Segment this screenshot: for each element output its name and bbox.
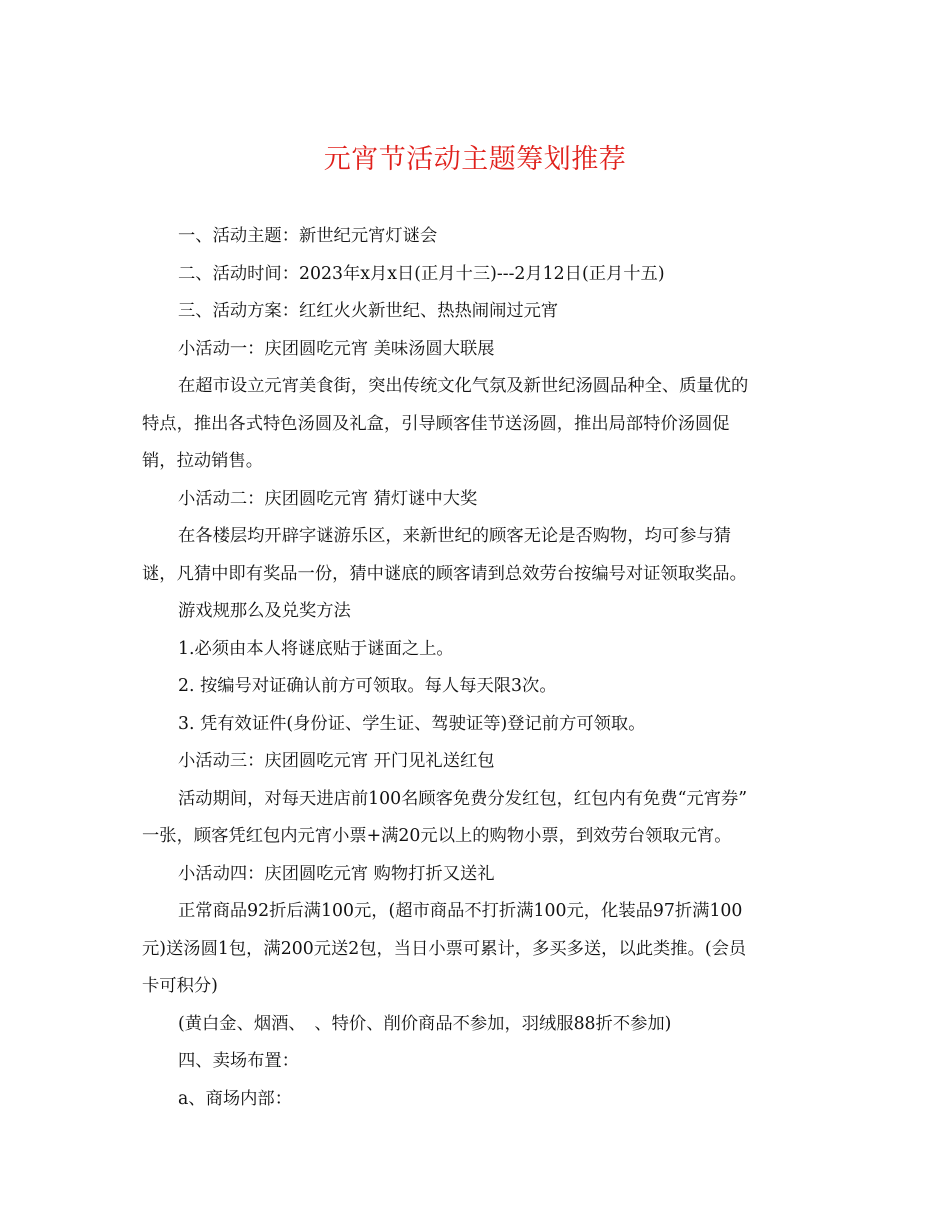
rule-item-1: 1.必须由本人将谜底贴于谜面之上。 (178, 638, 454, 659)
paragraph-line: 在超市设立元宵美食街，突出传统文化气氛及新世纪汤圆品种全、质量优的 (178, 376, 749, 396)
document-title: 元宵节活动主题筹划推荐 (323, 144, 627, 175)
exclusions-note: (黄白金、烟酒、 、特价、削价商品不参加，羽绒服88折不参加) (178, 1013, 672, 1034)
section-heading-layout: 四、卖场布置： (178, 1051, 299, 1071)
paragraph-line: 一张，顾客凭红包内元宵小票+满20元以上的购物小票，到效劳台领取元宵。 (142, 826, 732, 846)
rule-item-2: 2. 按编号对证确认前方可领取。每人每天限3次。 (178, 676, 557, 696)
paragraph-line: 在各楼层均开辟字谜游乐区，来新世纪的顾客无论是否购物，均可参与猜 (178, 526, 732, 546)
paragraph-line: 特点，推出各式特色汤圆及礼盒，引导顾客佳节送汤圆，推出局部特价汤圆促 (142, 413, 730, 434)
rule-item-3: 3. 凭有效证件(身份证、学生证、驾驶证等)登记前方可领取。 (178, 713, 646, 734)
subsection-heading-interior: a、商场内部： (178, 1088, 292, 1109)
paragraph-line: 正常商品92折后满100元，(超市商品不打折满100元，化装品97折满100 (178, 901, 743, 921)
game-rules-heading: 游戏规那么及兑奖方法 (178, 601, 351, 621)
paragraph-line: 卡可积分) (142, 976, 218, 996)
document-body (142, 218, 810, 1118)
paragraph-line: 谜，凡猜中即有奖品一份，猜中谜底的顾客请到总效劳台按编号对证领取奖品。 (142, 563, 747, 584)
sub-activity-two-heading: 小活动二：庆团圆吃元宵 猜灯谜中大奖 (178, 488, 478, 509)
sub-activity-four-heading: 小活动四：庆团圆吃元宵 购物打折又送礼 (178, 863, 495, 884)
paragraph-line: 元)送汤圆1包，满200元送2包，当日小票可累计，多买多送，以此类推。(会员 (142, 938, 747, 959)
section-heading-theme: 一、活动主题：新世纪元宵灯谜会 (178, 226, 438, 246)
paragraph-line: 活动期间，对每天进店前100名顾客免费分发红包，红包内有免费“元宵券” (178, 788, 748, 809)
paragraph-line: 销，拉动销售。 (142, 451, 263, 471)
sub-activity-three-heading: 小活动三：庆团圆吃元宵 开门见礼送红包 (178, 751, 495, 771)
sub-activity-one-heading: 小活动一：庆团圆吃元宵 美味汤圆大联展 (178, 338, 495, 359)
section-heading-time: 二、活动时间：2023年x月x日(正月十三)---2月12日(正月十五) (178, 263, 665, 284)
section-heading-plan: 三、活动方案：红红火火新世纪、热热闹闹过元宵 (178, 301, 559, 321)
